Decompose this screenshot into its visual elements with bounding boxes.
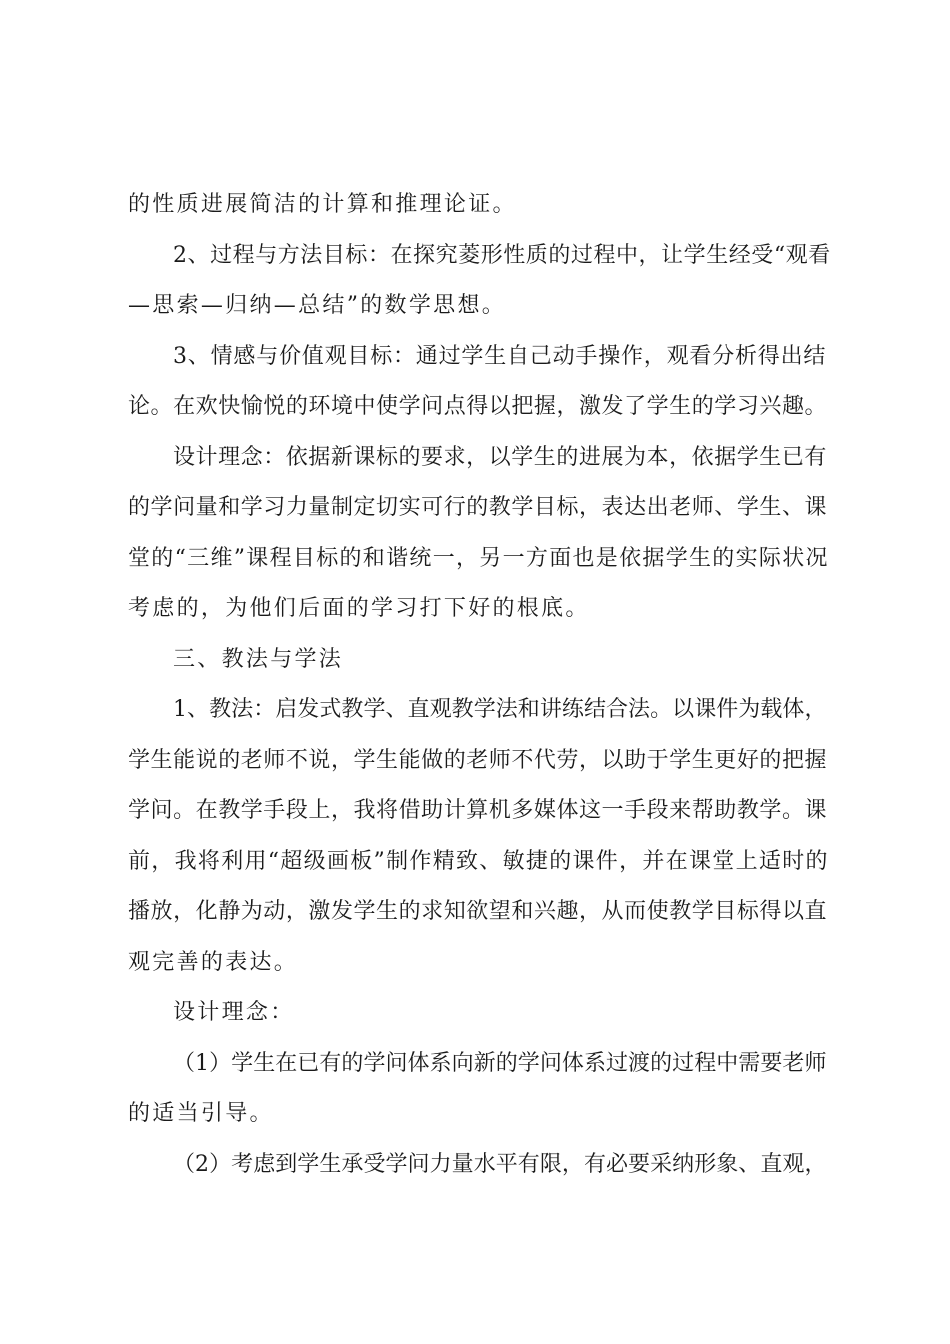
text-line: 学问。在教学手段上，我将借助计算机多媒体这一手段来帮助教学。课 [128,798,828,823]
text-line: 论。在欢快愉悦的环境中使学问点得以把握，激发了学生的学习兴趣。 [128,394,828,419]
text-line: 堂的“三维”课程目标的和谐统一，另一方面也是依据学生的实际状况 [128,546,829,571]
text-line: （2）考虑到学生承受学问力量水平有限，有必要采纳形象、直观， [173,1152,827,1177]
section-heading: 三、教法与学法 [173,647,344,672]
text-line: 设计理念： [173,1000,295,1025]
text-line: 3、情感与价值观目标：通过学生自己动手操作，观看分析得出结 [173,344,827,369]
text-line: —思索—归纳—总结”的数学思想。 [128,293,507,318]
text-line: 学生能说的老师不说，学生能做的老师不代劳，以助于学生更好的把握 [128,748,828,773]
text-line: 设计理念：依据新课标的要求，以学生的进展为本，依据学生已有 [173,445,827,470]
text-line: 播放，化静为动，激发学生的求知欲望和兴趣，从而使教学目标得以直 [128,899,828,924]
text-line: 前，我将利用“超级画板”制作精致、敏捷的课件，并在课堂上适时的 [128,849,829,874]
text-line: （1）学生在已有的学问体系向新的学问体系过渡的过程中需要老师 [173,1051,827,1076]
text-line: 观完善的表达。 [128,950,299,975]
text-line: 的适当引导。 [128,1101,274,1126]
text-line: 1、教法：启发式教学、直观教学法和讲练结合法。以课件为载体， [173,697,827,722]
text-line: 的学问量和学习力量制定切实可行的教学目标，表达出老师、学生、课 [128,495,828,520]
text-line: 的性质进展简洁的计算和推理论证。 [128,192,517,217]
text-line: 考虑的，为他们后面的学习打下好的根底。 [128,596,590,621]
text-line: 2、过程与方法目标：在探究菱形性质的过程中，让学生经受“观看 [173,243,831,268]
